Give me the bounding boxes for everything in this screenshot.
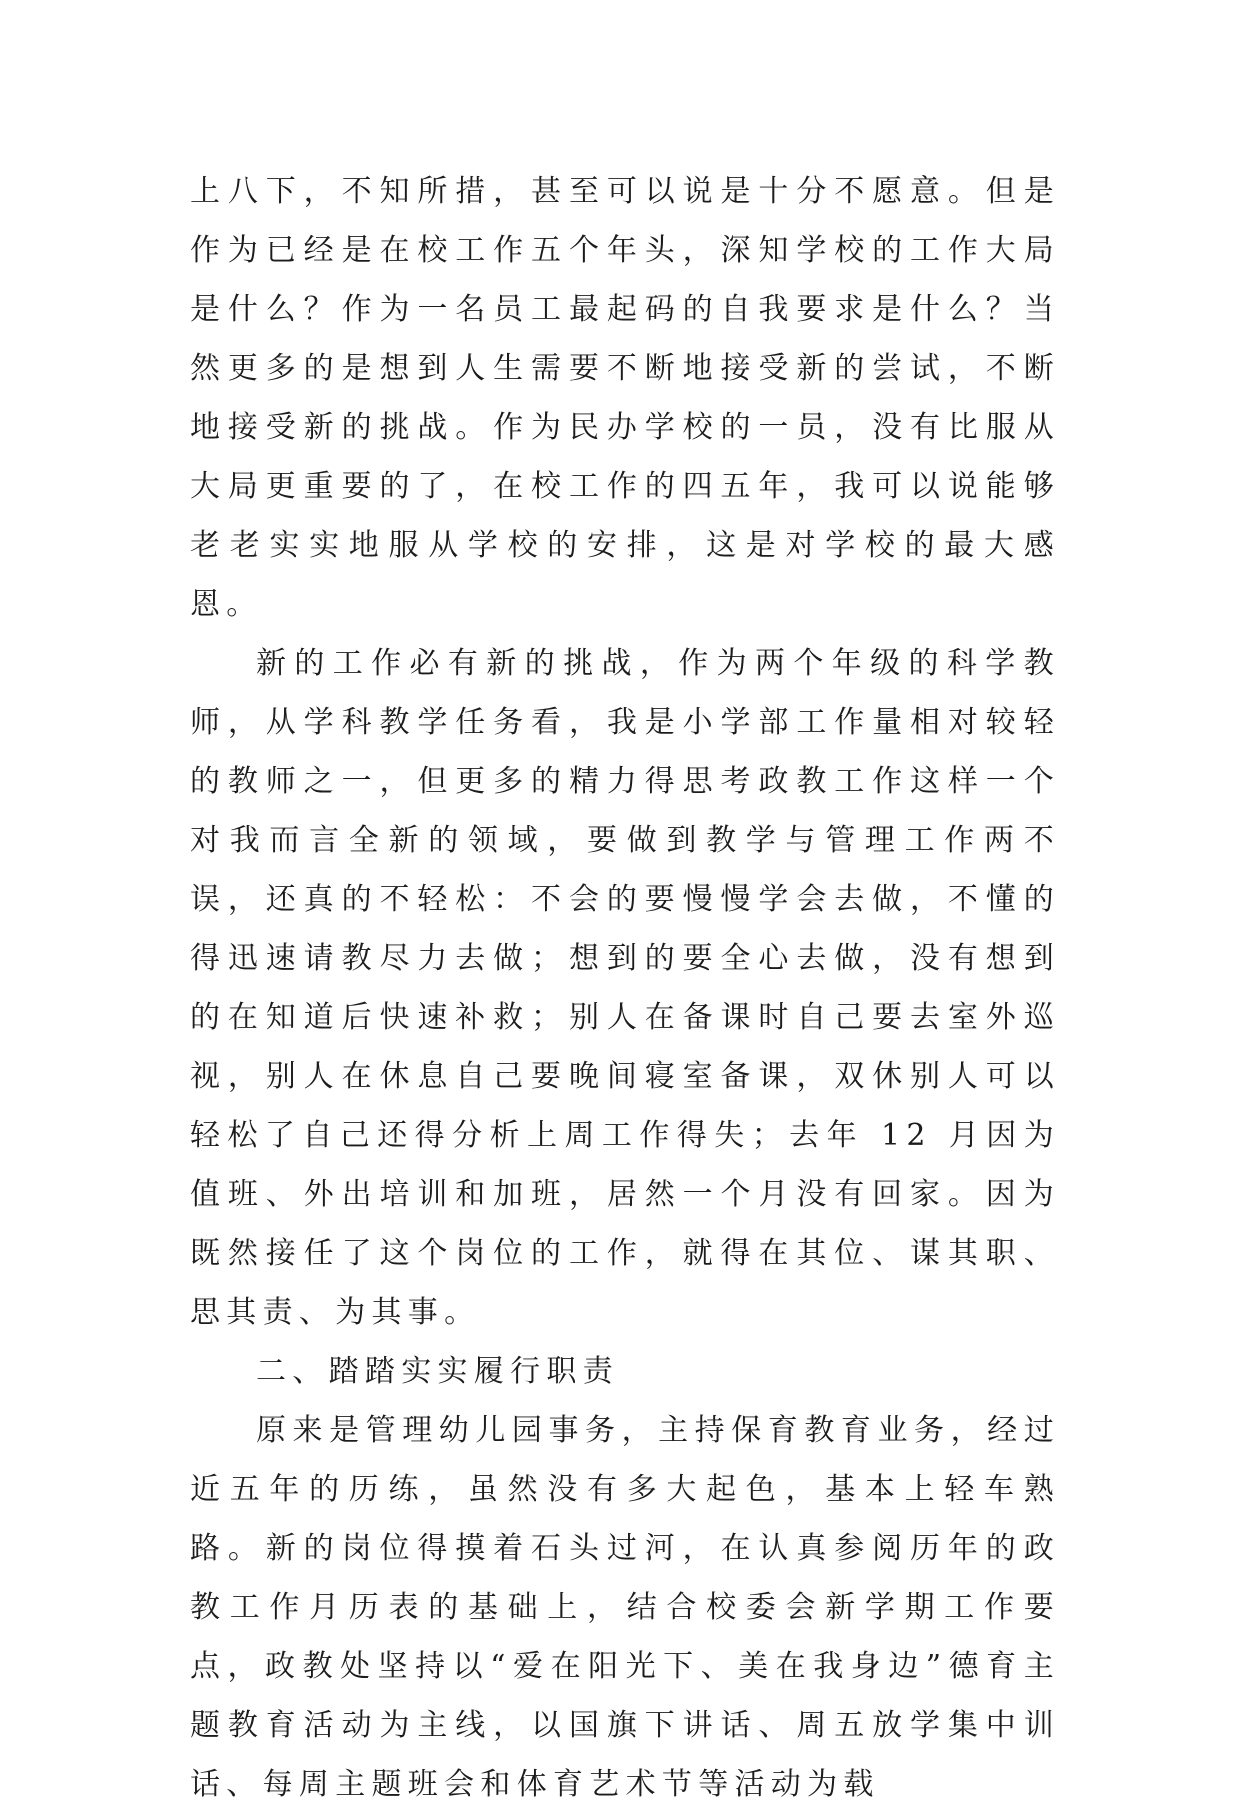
- section-heading: 二、踏踏实实履行职责: [256, 1354, 619, 1389]
- paragraph-new-challenges: 新的工作必有新的挑战，作为两个年级的科学教师，从学科教学任务看，我是小学部工作量相对较轻的教师之一，但更多的精力得思考政教工作这样一个对我而言全新的领域，要做到教学与管理工作两不误，还真的不轻松：不会的要慢慢学会去做，不懂的得迅速请教尽力去做；想到的要全心去做，没有想到的在知道后快速补救；别人在备课时自己要去室外巡视，别人在休息自己要晚间寝室备课，双休别人可以轻松了自己还得分析上周工作得失；去年 12 月因为值班、外出培训和加班，居然一个月没有回家。因为既然接任了这个岗位的工作，就得在其位、谋其职、思其责、为其事。: [190, 646, 1060, 1330]
- paragraph-duties: 原来是管理幼儿园事务，主持保育教育业务，经过近五年的历练，虽然没有多大起色，基本上轻车熟路。新的岗位得摸着石头过河，在认真参阅历年的政教工作月历表的基础上，结合校委会新学期工作要点，政教处坚持以“爱在阳光下、美在我身边”德育主题教育活动为主线，以国旗下讲话、周五放学集中训话、每周主题班会和体育艺术节等活动为载: [190, 1413, 1060, 1802]
- document-body: [190, 162, 1060, 1814]
- paragraph-continuation: 上八下，不知所措，甚至可以说是十分不愿意。但是作为已经是在校工作五个年头，深知学校的工作大局是什么？作为一名员工最起码的自我要求是什么？当然更多的是想到人生需要不断地接受新的尝试，不断地接受新的挑战。作为民办学校的一员，没有比服从大局更重要的了，在校工作的四五年，我可以说能够老老实实地服从学校的安排，这是对学校的最大感恩。: [190, 174, 1060, 622]
